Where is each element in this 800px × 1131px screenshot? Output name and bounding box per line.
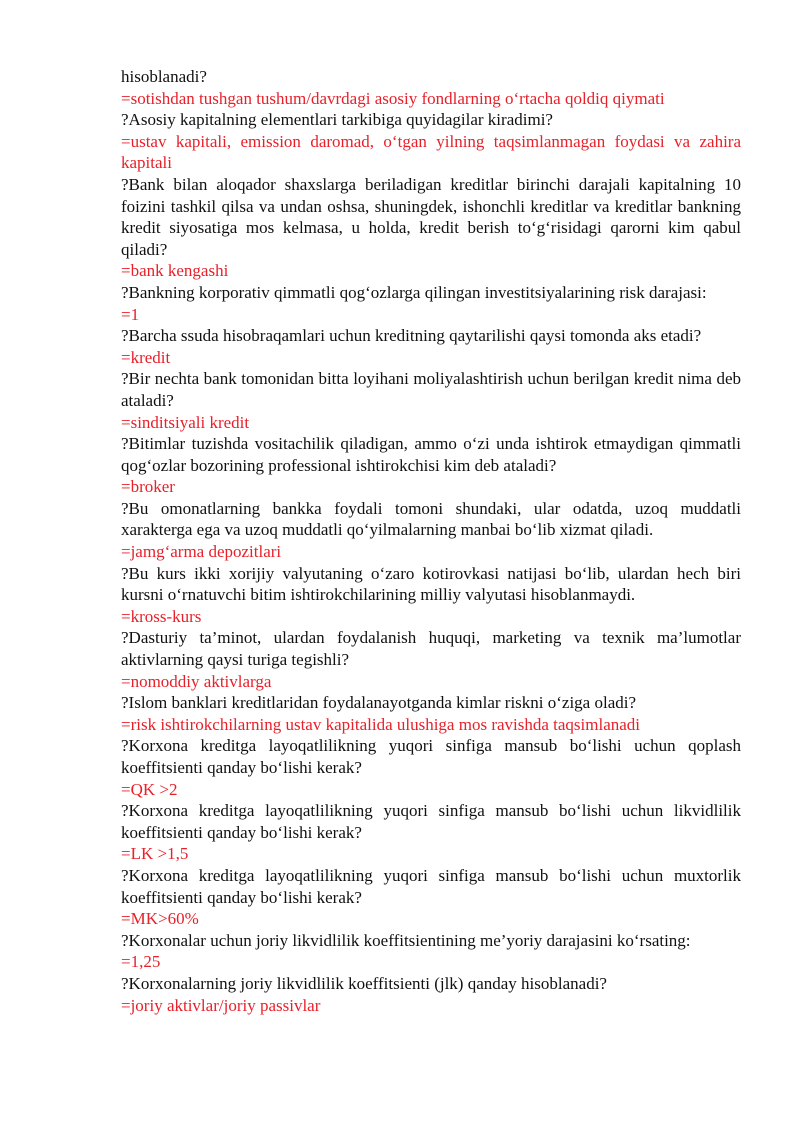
answer-text: =ustav kapitali, emission daromad, o‘tgan yilning taqsimlanmagan foydasi va zahira kapitali — [121, 131, 741, 173]
answer-text: =1 — [121, 304, 140, 324]
question-text: ?Bu kurs ikki xorijiy valyutaning o‘zaro kotirovkasi natijasi bo‘lib, ulardan hech biri kursni o‘rnatuvchi bitim ishtirokchilarining milliy valyutasi hisoblanmaydi. — [121, 563, 741, 605]
answer-text: =broker — [121, 477, 175, 497]
question-text: ?Korxona kreditga layoqatlilikning yuqori sinfiga mansub bo‘lishi uchun qoplash koeffitsienti qanday bo‘lishi kerak? — [121, 736, 741, 777]
question-text: ?Korxonalarning joriy likvidlilik koeffitsienti (jlk) qanday hisoblanadi? — [121, 973, 607, 993]
answer-text: =1,25 — [121, 952, 161, 972]
answer-text: =risk ishtirokchilarning ustav kapitalida ulushiga mos ravishda taqsimlanadi — [121, 714, 641, 734]
answer-text: =sotishdan tushgan tushum/davrdagi asosiy fondlarning o‘rtacha qoldiq qiymati — [121, 88, 665, 108]
question-text: hisoblanadi? — [121, 67, 207, 86]
answer-text: =nomoddiy aktivlarga — [121, 671, 272, 691]
answer-text: =QK >2 — [121, 779, 178, 799]
document-page — [121, 66, 741, 1016]
question-text: ?Islom banklari kreditlaridan foydalanayotganda kimlar riskni o‘ziga oladi? — [121, 693, 637, 713]
question-text: ?Bir nechta bank tomonidan bitta loyihani moliyalashtirish uchun berilgan kredit nima deb ataladi? — [121, 369, 741, 410]
question-text: ?Korxona kreditga layoqatlilikning yuqori sinfiga mansub bo‘lishi uchun likvidlilik koeffitsienti qanday bo‘lishi kerak? — [121, 801, 741, 842]
question-text: ?Barcha ssuda hisobraqamlari uchun kreditning qaytarilishi qaysi tomonda aks etadi? — [121, 326, 702, 346]
answer-text: =kredit — [121, 347, 171, 367]
question-text: ?Bankning korporativ qimmatli qog‘ozlarga qilingan investitsiyalarining risk darajasi: — [121, 282, 707, 302]
answer-text: =sinditsiyali kredit — [121, 412, 250, 432]
answer-text: =jamg‘arma depozitlari — [121, 542, 282, 562]
question-text: ?Bitimlar tuzishda vositachilik qiladigan, ammo o‘zi unda ishtirok etmaydigan qimmatli qog‘ozlar bozorining professional ishtirokchisi kim deb ataladi? — [121, 434, 741, 475]
question-text: ?Korxonalar uchun joriy likvidlilik koeffitsientining me’yoriy darajasini ko‘rsating: — [121, 930, 691, 950]
question-text: ?Bu omonatlarning bankka foydali tomoni shundaki, ular odatda, uzoq muddatli xarakterga ega va uzoq muddatli qo‘yilmalarning manbai bo‘lib xizmat qiladi. — [121, 498, 741, 540]
question-text: ?Korxona kreditga layoqatlilikning yuqori sinfiga mansub bo‘lishi uchun muxtorlik koeffitsienti qanday bo‘lishi kerak? — [121, 865, 741, 907]
question-text: ?Bank bilan aloqador shaxslarga beriladigan kreditlar birinchi darajali kapitalning 10 foizini tashkil qilsa va undan oshsa, shuningdek, ishonchli kreditlar va kreditlar bankning kredit siyosatiga mos kelmasa, u holda, kredit berish to‘g‘risidagi qarorni kim qabul qiladi? — [121, 174, 741, 259]
question-text: ?Dasturiy ta’minot, ulardan foydalanish huquqi, marketing va texnik ma’lumotlar aktivlarning qaysi turiga tegishli? — [121, 628, 741, 670]
answer-text: =LK >1,5 — [121, 844, 189, 864]
answer-text: =MK>60% — [121, 909, 199, 929]
answer-text: =joriy aktivlar/joriy passivlar — [121, 995, 321, 1015]
question-text: ?Asosiy kapitalning elementlari tarkibiga quyidagilar kiradimi? — [121, 110, 553, 130]
answer-text: =bank kengashi — [121, 261, 229, 281]
answer-text: =kross-kurs — [121, 606, 202, 626]
